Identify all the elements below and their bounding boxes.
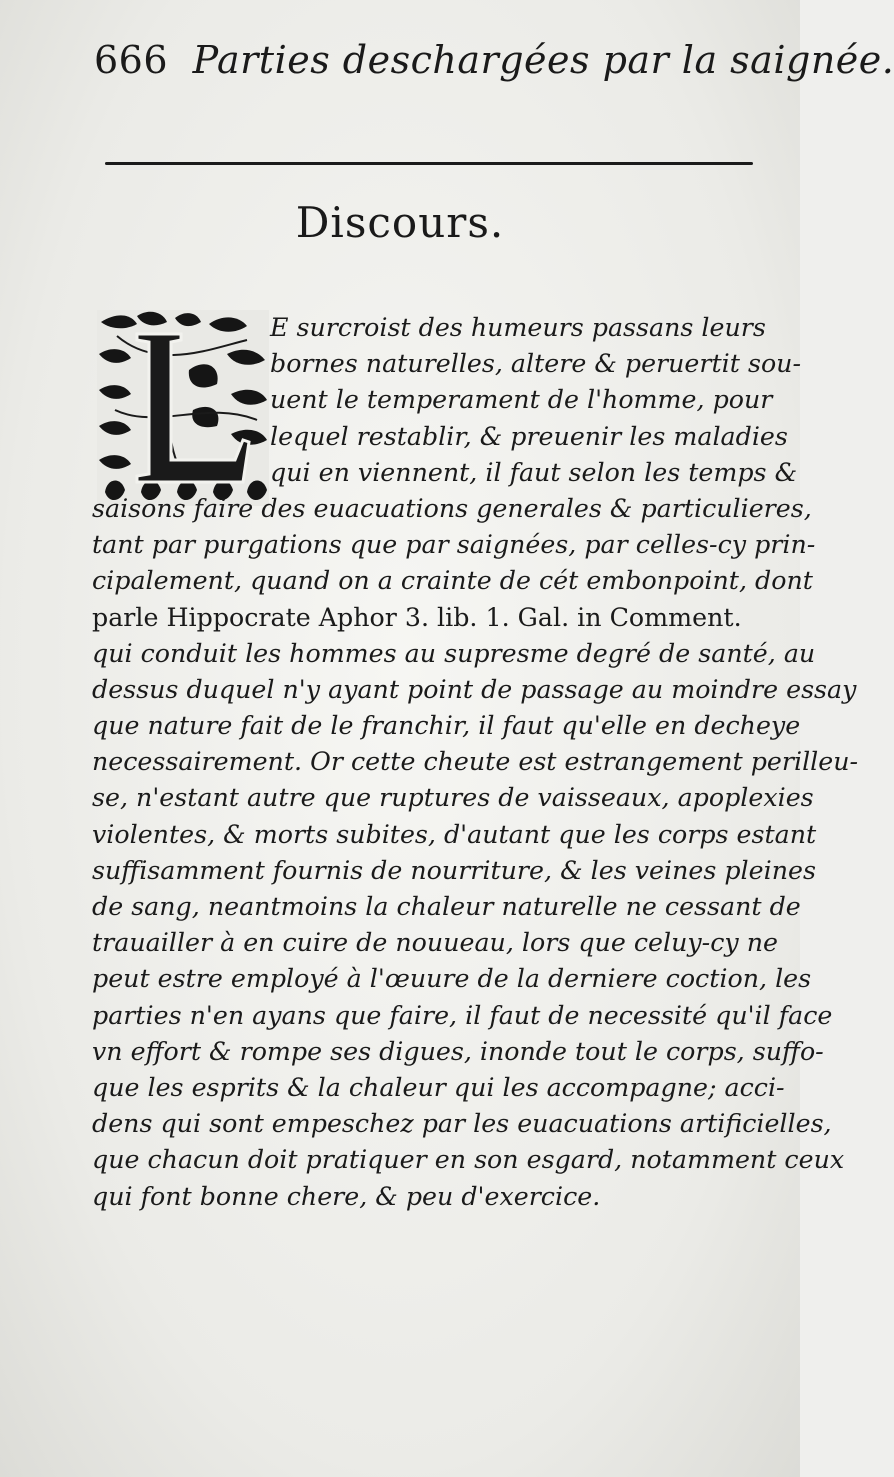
text-line: que les esprits & la chaleur qui les accompagne; acci-	[92, 1072, 785, 1102]
text-line: dessus duquel n'y ayant point de passage au moindre essay	[92, 674, 857, 704]
text-line: parties n'en ayans que faire, il faut de necessité qu'il face	[92, 1000, 833, 1030]
body-text	[92, 310, 859, 1215]
page-number: 666	[94, 38, 169, 82]
text-line: uent le temperament de l'homme, pour	[270, 385, 773, 415]
text-line: parle Hippocrate Aphor 3. lib. 1. Gal. in Comment.	[92, 602, 742, 632]
text-line: E surcroist des humeurs passans leurs	[270, 313, 766, 342]
text-line: que nature fait de le franchir, il faut qu'elle en decheye	[92, 711, 801, 741]
text-line: qui font bonne chere, & peu d'exercice.	[92, 1181, 601, 1211]
text-line: peut estre employé à l'œuure de la derniere coction, les	[92, 964, 812, 994]
text-line: qui conduit les hommes au supresme degré de santé, au	[92, 638, 816, 668]
text-line: de sang, neantmoins la chaleur naturelle ne cessant de	[92, 892, 801, 921]
text-line: lequel restablir, & preuenir les maladies	[270, 421, 788, 451]
text-line: necessairement. Or cette cheute est estrangement perilleu-	[92, 747, 859, 777]
text-line: que chacun doit pratiquer en son esgard, notamment ceux	[92, 1145, 845, 1175]
section-heading: Discours.	[295, 198, 505, 247]
text-line: dens qui sont empeschez par les euacuations artificielles,	[92, 1109, 832, 1139]
text-line: vn effort & rompe ses digues, inonde tout le corps, suffo-	[92, 1036, 824, 1066]
text-line: tant par purgations que par saignées, par celles-cy prin-	[92, 530, 816, 560]
running-header	[94, 38, 894, 82]
running-title: Parties deschargées par la saignée.	[192, 38, 894, 82]
text-line: bornes naturelles, altere & peruertit sou-	[270, 349, 802, 379]
text-line: se, n'estant autre que ruptures de vaisseaux, apoplexies	[92, 783, 814, 813]
header-rule	[105, 162, 753, 165]
text-line: qui en viennent, il faut selon les temps &	[270, 457, 798, 487]
text-line: cipalement, quand on a crainte de cét embonpoint, dont	[92, 566, 813, 596]
text-line: saisons faire des euacuations generales & particulieres,	[92, 493, 812, 523]
text-line: violentes, & morts subites, d'autant que les corps estant	[92, 819, 817, 849]
text-line: trauailler à en cuire de nouueau, lors que celuy-cy ne	[92, 928, 778, 958]
text-line: suffisamment fournis de nourriture, & les veines pleines	[92, 855, 816, 885]
